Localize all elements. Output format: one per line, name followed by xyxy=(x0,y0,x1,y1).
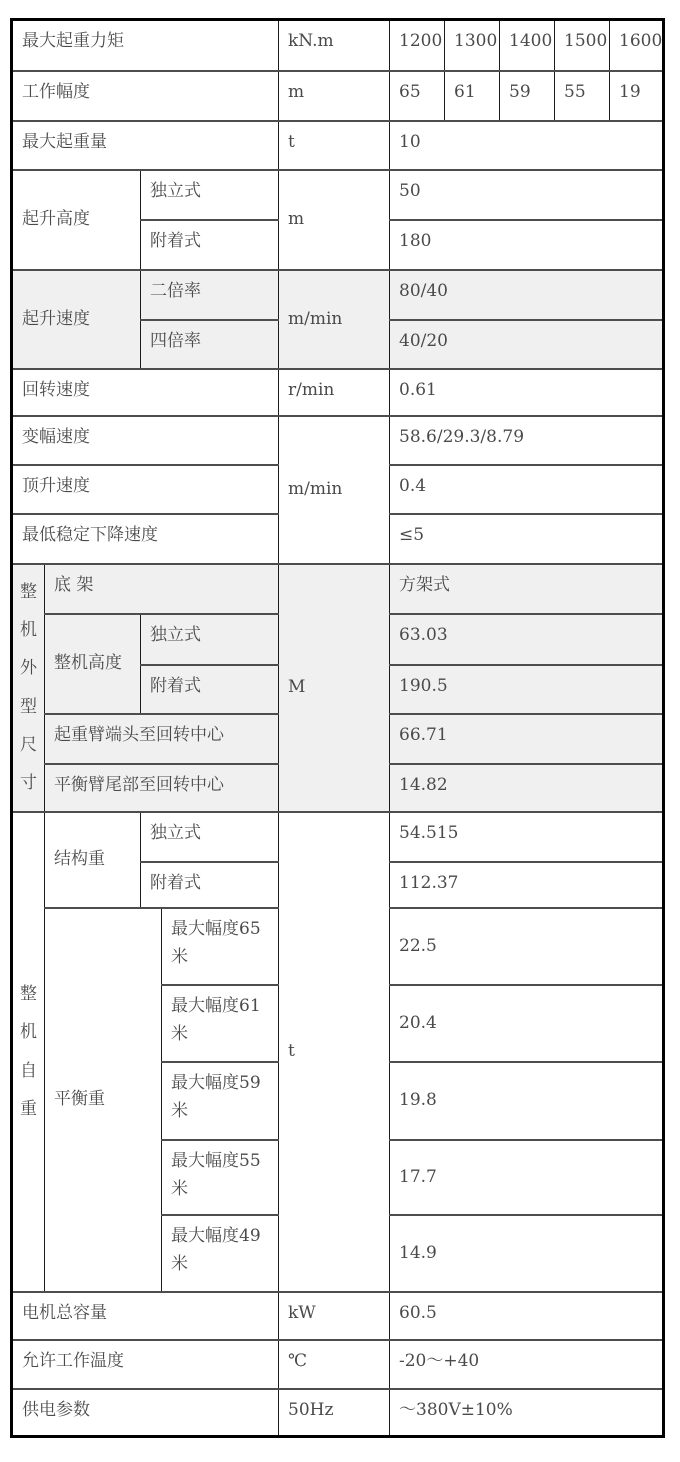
unit-m-min: m/min xyxy=(279,270,390,369)
label-max-radius-49m: 最大幅度49米 xyxy=(162,1215,279,1292)
label-slewing-speed: 回转速度 xyxy=(12,369,279,416)
value-min-stable-descent-speed: ≤5 xyxy=(390,514,664,564)
label-max-lifting-moment: 最大起重力矩 xyxy=(12,20,279,71)
label-base-frame: 底 架 xyxy=(45,564,279,614)
value-counterweight-61m: 20.4 xyxy=(390,985,664,1062)
unit-r-min: r/min xyxy=(279,369,390,416)
unit-capital-m: M xyxy=(279,564,390,812)
value-radius-3: 59 xyxy=(500,71,555,121)
value-counterweight-65m: 22.5 xyxy=(390,908,664,985)
value-base-frame-type: 方架式 xyxy=(390,564,664,614)
label-counterjib-tail-to-slewing-center: 平衡臂尾部至回转中心 xyxy=(45,764,279,812)
table-row xyxy=(12,369,664,416)
label-luffing-speed: 变幅速度 xyxy=(12,416,279,465)
crane-spec-table xyxy=(10,18,665,1438)
label-overall-height-freestanding: 独立式 xyxy=(141,614,279,665)
label-overall-height-attached: 附着式 xyxy=(141,665,279,714)
table-row xyxy=(12,564,664,614)
table-row xyxy=(12,1292,664,1340)
table-row xyxy=(12,121,664,170)
table-row xyxy=(12,270,664,320)
label-power-supply-parameters: 供电参数 xyxy=(12,1389,279,1437)
label-lifting-height: 起升高度 xyxy=(12,170,141,270)
table-row xyxy=(12,170,664,220)
table-row xyxy=(12,20,664,71)
value-allowed-working-temperature: -20～+40 xyxy=(390,1340,664,1389)
unit-m-min: m/min xyxy=(279,416,390,564)
table-row xyxy=(12,416,664,465)
unit-t: t xyxy=(279,812,390,1292)
value-overall-height-attached: 190.5 xyxy=(390,665,664,714)
value-radius-4: 55 xyxy=(555,71,610,121)
label-total-machine-weight: 整机自重 xyxy=(12,812,45,1292)
value-moment-5: 1600 xyxy=(610,20,664,71)
value-jacking-speed: 0.4 xyxy=(390,465,664,514)
label-min-stable-descent-speed: 最低稳定下降速度 xyxy=(12,514,279,564)
table-row xyxy=(12,71,664,121)
value-radius-2: 61 xyxy=(445,71,500,121)
label-max-radius-55m: 最大幅度55米 xyxy=(162,1140,279,1215)
value-moment-1: 1200 xyxy=(390,20,445,71)
label-total-motor-capacity: 电机总容量 xyxy=(12,1292,279,1340)
value-radius-5: 19 xyxy=(610,71,664,121)
unit-celsius: ℃ xyxy=(279,1340,390,1389)
label-overall-dimensions: 整机外型尺寸 xyxy=(12,564,45,812)
value-total-motor-capacity: 60.5 xyxy=(390,1292,664,1340)
label-allowed-working-temperature: 允许工作温度 xyxy=(12,1340,279,1389)
value-height-freestanding: 50 xyxy=(390,170,664,220)
label-jib-head-to-slewing-center: 起重臂端头至回转中心 xyxy=(45,714,279,764)
value-max-capacity: 10 xyxy=(390,121,664,170)
label-max-radius-65m: 最大幅度65米 xyxy=(162,908,279,985)
value-counterweight-49m: 14.9 xyxy=(390,1215,664,1292)
label-four-fall: 四倍率 xyxy=(141,320,279,369)
value-moment-3: 1400 xyxy=(500,20,555,71)
value-luffing-speed: 58.6/29.3/8.79 xyxy=(390,416,664,465)
label-overall-height: 整机高度 xyxy=(45,614,141,714)
value-counterjib-tail-to-slewing-center: 14.82 xyxy=(390,764,664,812)
table-row xyxy=(12,1389,664,1437)
value-counterweight-55m: 17.7 xyxy=(390,1140,664,1215)
label-height-attached: 附着式 xyxy=(141,220,279,270)
unit-50hz: 50Hz xyxy=(279,1389,390,1437)
value-speed-two-fall: 80/40 xyxy=(390,270,664,320)
unit-kw: kW xyxy=(279,1292,390,1340)
table-row xyxy=(12,1340,664,1389)
spec-table-body xyxy=(12,20,664,1437)
label-hoisting-speed: 起升速度 xyxy=(12,270,141,369)
label-structure-attached: 附着式 xyxy=(141,862,279,908)
label-structure-weight: 结构重 xyxy=(45,812,141,908)
value-moment-4: 1500 xyxy=(555,20,610,71)
label-counterweight: 平衡重 xyxy=(45,908,162,1292)
unit-t: t xyxy=(279,121,390,170)
value-height-attached: 180 xyxy=(390,220,664,270)
value-structure-freestanding: 54.515 xyxy=(390,812,664,862)
label-max-lifting-capacity: 最大起重量 xyxy=(12,121,279,170)
value-speed-four-fall: 40/20 xyxy=(390,320,664,369)
label-height-freestanding: 独立式 xyxy=(141,170,279,220)
label-max-radius-61m: 最大幅度61米 xyxy=(162,985,279,1062)
value-structure-attached: 112.37 xyxy=(390,862,664,908)
unit-m: m xyxy=(279,71,390,121)
label-max-radius-59m: 最大幅度59米 xyxy=(162,1062,279,1140)
value-slewing-speed: 0.61 xyxy=(390,369,664,416)
label-jacking-speed: 顶升速度 xyxy=(12,465,279,514)
value-jib-head-to-slewing-center: 66.71 xyxy=(390,714,664,764)
label-two-fall: 二倍率 xyxy=(141,270,279,320)
value-overall-height-freestanding: 63.03 xyxy=(390,614,664,665)
table-row xyxy=(12,812,664,862)
label-structure-freestanding: 独立式 xyxy=(141,812,279,862)
unit-kn-m: kN.m xyxy=(279,20,390,71)
label-working-radius: 工作幅度 xyxy=(12,71,279,121)
value-radius-1: 65 xyxy=(390,71,445,121)
value-power-supply-voltage: ～380V±10% xyxy=(390,1389,664,1437)
value-moment-2: 1300 xyxy=(445,20,500,71)
value-counterweight-59m: 19.8 xyxy=(390,1062,664,1140)
unit-m: m xyxy=(279,170,390,270)
